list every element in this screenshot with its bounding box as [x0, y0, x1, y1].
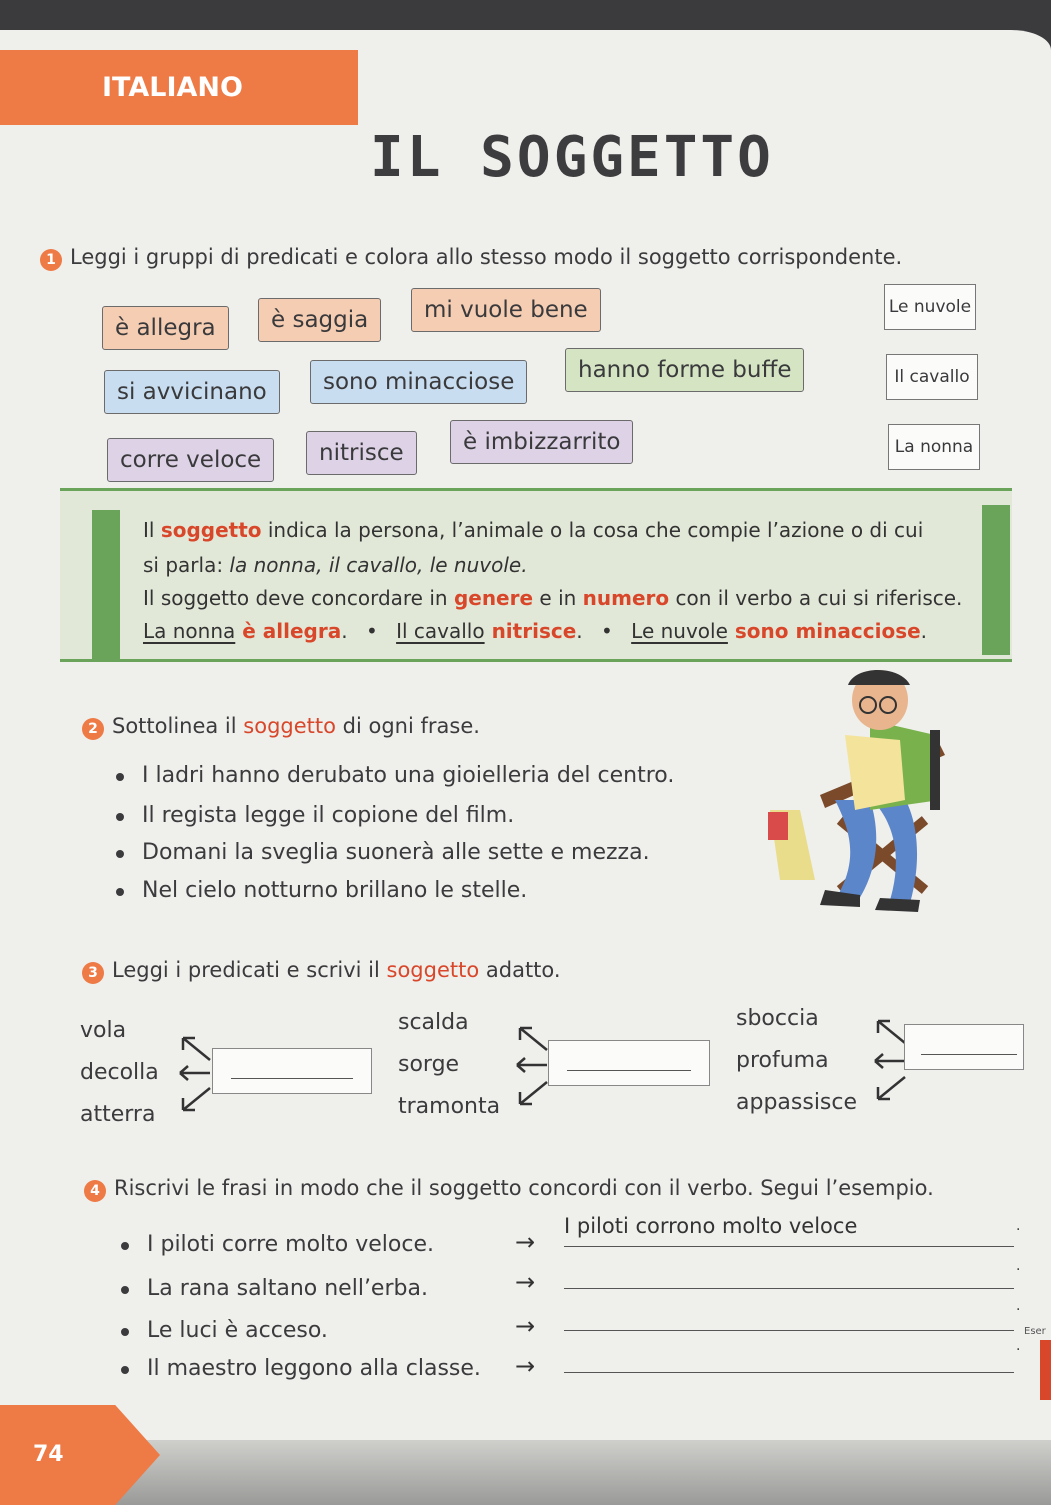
page-number: 74: [33, 1442, 64, 1467]
ex4-instruction: 4 Riscrivi le frasi in modo che il soggetto concordi con il verbo. Segui l’esempio.: [84, 1176, 934, 1202]
ex1-instruction: 1 Leggi i gruppi di predicati e colora allo stesso modo il soggetto corrispondente.: [40, 245, 902, 271]
ex3-verb: sboccia: [736, 1006, 819, 1031]
ex3-verb: appassisce: [736, 1090, 858, 1115]
predicate-chip[interactable]: sono minacciose: [310, 360, 527, 404]
ex3-arrows-2: [512, 1020, 552, 1115]
predicate-chip[interactable]: si avvicinano: [104, 370, 280, 414]
predicate-chip[interactable]: corre veloce: [107, 438, 274, 482]
predicate-chip[interactable]: hanno forme buffe: [565, 348, 804, 392]
ex4-answer[interactable]: [564, 1256, 1014, 1289]
page-title: IL SOGGETTO: [370, 125, 774, 190]
ex3-answer-line: [921, 1054, 1017, 1055]
arrow-right-icon: →: [515, 1268, 536, 1296]
ex3-answer-line: [231, 1078, 353, 1079]
ex4-sentence: I piloti corre molto veloce.: [147, 1232, 434, 1257]
ex4-sentence: Le luci è acceso.: [147, 1318, 328, 1343]
rule-line-2: si parla: la nonna, il cavallo, le nuvole.: [143, 553, 528, 577]
ex3-verb: atterra: [80, 1102, 156, 1127]
period: .: [1016, 1218, 1021, 1234]
subject-label: ITALIANO: [102, 72, 243, 103]
ex4-answer[interactable]: [564, 1340, 1014, 1373]
ex3-instruction: 3 Leggi i predicati e scrivi il soggetto adatto.: [82, 958, 561, 984]
ex3-arrows-1: [175, 1030, 215, 1120]
ex4-answer[interactable]: [564, 1298, 1014, 1331]
ex2-instruction: 2 Sottolinea il soggetto di ogni frase.: [82, 714, 480, 740]
period: .: [1016, 1338, 1021, 1354]
rule-examples: La nonna è allegra. • Il cavallo nitrisce. • Le nuvole sono minacciose.: [143, 619, 928, 643]
ex1-number: 1: [40, 249, 62, 271]
period: .: [1016, 1258, 1021, 1274]
ex2-sentence[interactable]: I ladri hanno derubato una gioielleria del centro.: [142, 763, 675, 788]
ex3-answer-box[interactable]: [548, 1040, 710, 1086]
subject-tab: [0, 50, 358, 125]
predicate-chip[interactable]: è saggia: [258, 298, 381, 342]
ex4-sentence: Il maestro leggono alla classe.: [147, 1356, 481, 1381]
period: .: [1016, 1298, 1021, 1314]
ex3-verb: tramonta: [398, 1094, 501, 1119]
subject-box[interactable]: La nonna: [888, 424, 980, 470]
ex3-answer-box[interactable]: [212, 1048, 372, 1094]
ex3-answer-box[interactable]: [904, 1024, 1024, 1070]
page-shadow: [0, 1440, 1051, 1505]
rule-line-3: Il soggetto deve concordare in genere e in numero con il verbo a cui si riferisce.: [143, 586, 963, 610]
side-label: Eser: [1024, 1326, 1046, 1337]
rule-line-1: Il soggetto indica la persona, l’animale o la cosa che compie l’azione o di cui: [143, 518, 924, 542]
ex4-answer[interactable]: I piloti corrono molto veloce: [564, 1214, 1014, 1247]
ex2-sentence[interactable]: Domani la sveglia suonerà alle sette e mezza.: [142, 840, 650, 865]
ex3-verb: scalda: [398, 1010, 469, 1035]
arrow-right-icon: →: [515, 1312, 536, 1340]
predicate-chip[interactable]: mi vuole bene: [411, 288, 601, 332]
arrow-right-icon: →: [515, 1228, 536, 1256]
ex3-verb: sorge: [398, 1052, 460, 1077]
director-illustration: [740, 660, 970, 930]
side-tab: [1040, 1340, 1051, 1400]
ex2-sentence[interactable]: Il regista legge il copione del film.: [142, 803, 515, 828]
ex3-answer-line: [567, 1070, 691, 1071]
subject-box[interactable]: Le nuvole: [884, 284, 976, 330]
rule-bar-right: [982, 505, 1010, 655]
predicate-chip[interactable]: è imbizzarrito: [450, 420, 633, 464]
ex3-verb: vola: [80, 1018, 127, 1043]
arrow-right-icon: →: [515, 1352, 536, 1380]
ex3-verb: profuma: [736, 1048, 829, 1073]
ex3-verb: decolla: [80, 1060, 159, 1085]
predicate-chip[interactable]: è allegra: [102, 306, 229, 350]
predicate-chip[interactable]: nitrisce: [306, 431, 417, 475]
rule-bar-left: [92, 510, 120, 660]
subject-box[interactable]: Il cavallo: [886, 354, 978, 400]
ex2-sentence[interactable]: Nel cielo notturno brillano le stelle.: [142, 878, 528, 903]
ex4-sentence: La rana saltano nell’erba.: [147, 1276, 428, 1301]
